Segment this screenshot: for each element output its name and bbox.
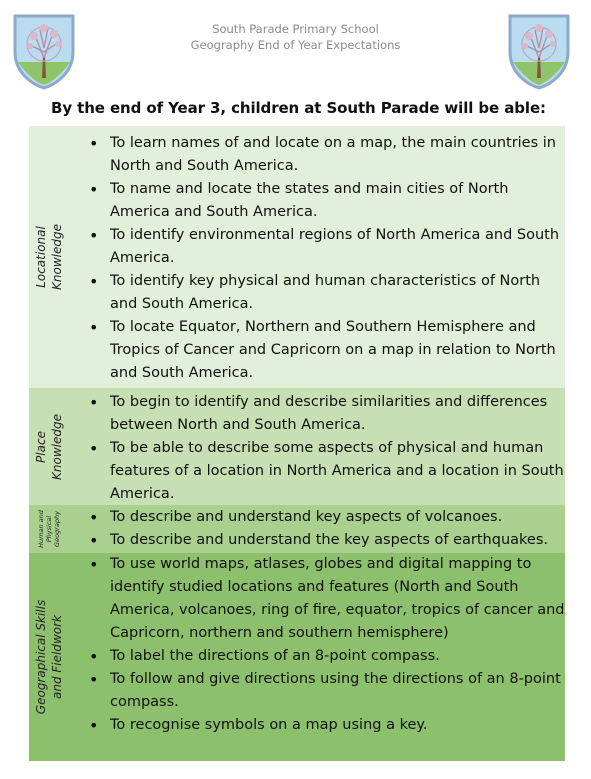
list-item: • To identify environmental regions of North America and South America. — [89, 224, 565, 270]
document-header — [0, 21, 591, 53]
expectation-list — [69, 553, 565, 737]
list-item: • To learn names of and locate on a map, the main countries in North and South America. — [89, 132, 565, 178]
list-item: • To follow and give directions using the directions of an 8-point compass. — [89, 668, 565, 714]
list-item: • To be able to describe some aspects of physical and human features of a location in North America and a location in South America. — [89, 437, 565, 506]
intro-heading: By the end of Year 3, children at South Parade will be able: — [51, 99, 546, 117]
section-human-physical-geography — [29, 505, 565, 553]
list-item: • To begin to identify and describe similarities and differences between North and South America. — [89, 391, 565, 437]
list-item: • To recognise symbols on a map using a key. — [89, 714, 565, 737]
expectations-table — [29, 126, 565, 761]
section-label: Locational Knowledge — [34, 224, 64, 290]
section-geographical-skills — [29, 553, 565, 761]
section-place-knowledge — [29, 388, 565, 505]
list-item: • To label the directions of an 8-point compass. — [89, 645, 565, 668]
section-locational-knowledge — [29, 126, 565, 388]
list-item: • To name and locate the states and main cities of North America and South America. — [89, 178, 565, 224]
expectation-list — [69, 388, 565, 506]
expectation-list — [69, 505, 565, 552]
section-label: Human and Physical Geography — [37, 510, 61, 548]
list-item: • To identify key physical and human characteristics of North and South America. — [89, 270, 565, 316]
list-item: • To describe and understand key aspects of volcanoes. — [89, 506, 565, 529]
school-name: South Parade Primary School — [212, 22, 379, 36]
list-item: • To describe and understand the key aspects of earthquakes. — [89, 529, 565, 552]
section-label: Place Knowledge — [34, 413, 64, 480]
expectation-list — [69, 126, 565, 385]
section-label: Geographical Skills and Fieldwork — [34, 599, 64, 715]
document-title: Geography End of Year Expectations — [190, 38, 401, 52]
list-item: • To use world maps, atlases, globes and digital mapping to identify studied locations and features (North and South America, volcanoes, ring of fire, equator, tropics of cancer and Capricorn, northern and southern hemisphere) — [89, 553, 565, 645]
list-item: • To locate Equator, Northern and Southern Hemisphere and Tropics of Cancer and Capricorn on a map in relation to North and South America. — [89, 316, 565, 385]
